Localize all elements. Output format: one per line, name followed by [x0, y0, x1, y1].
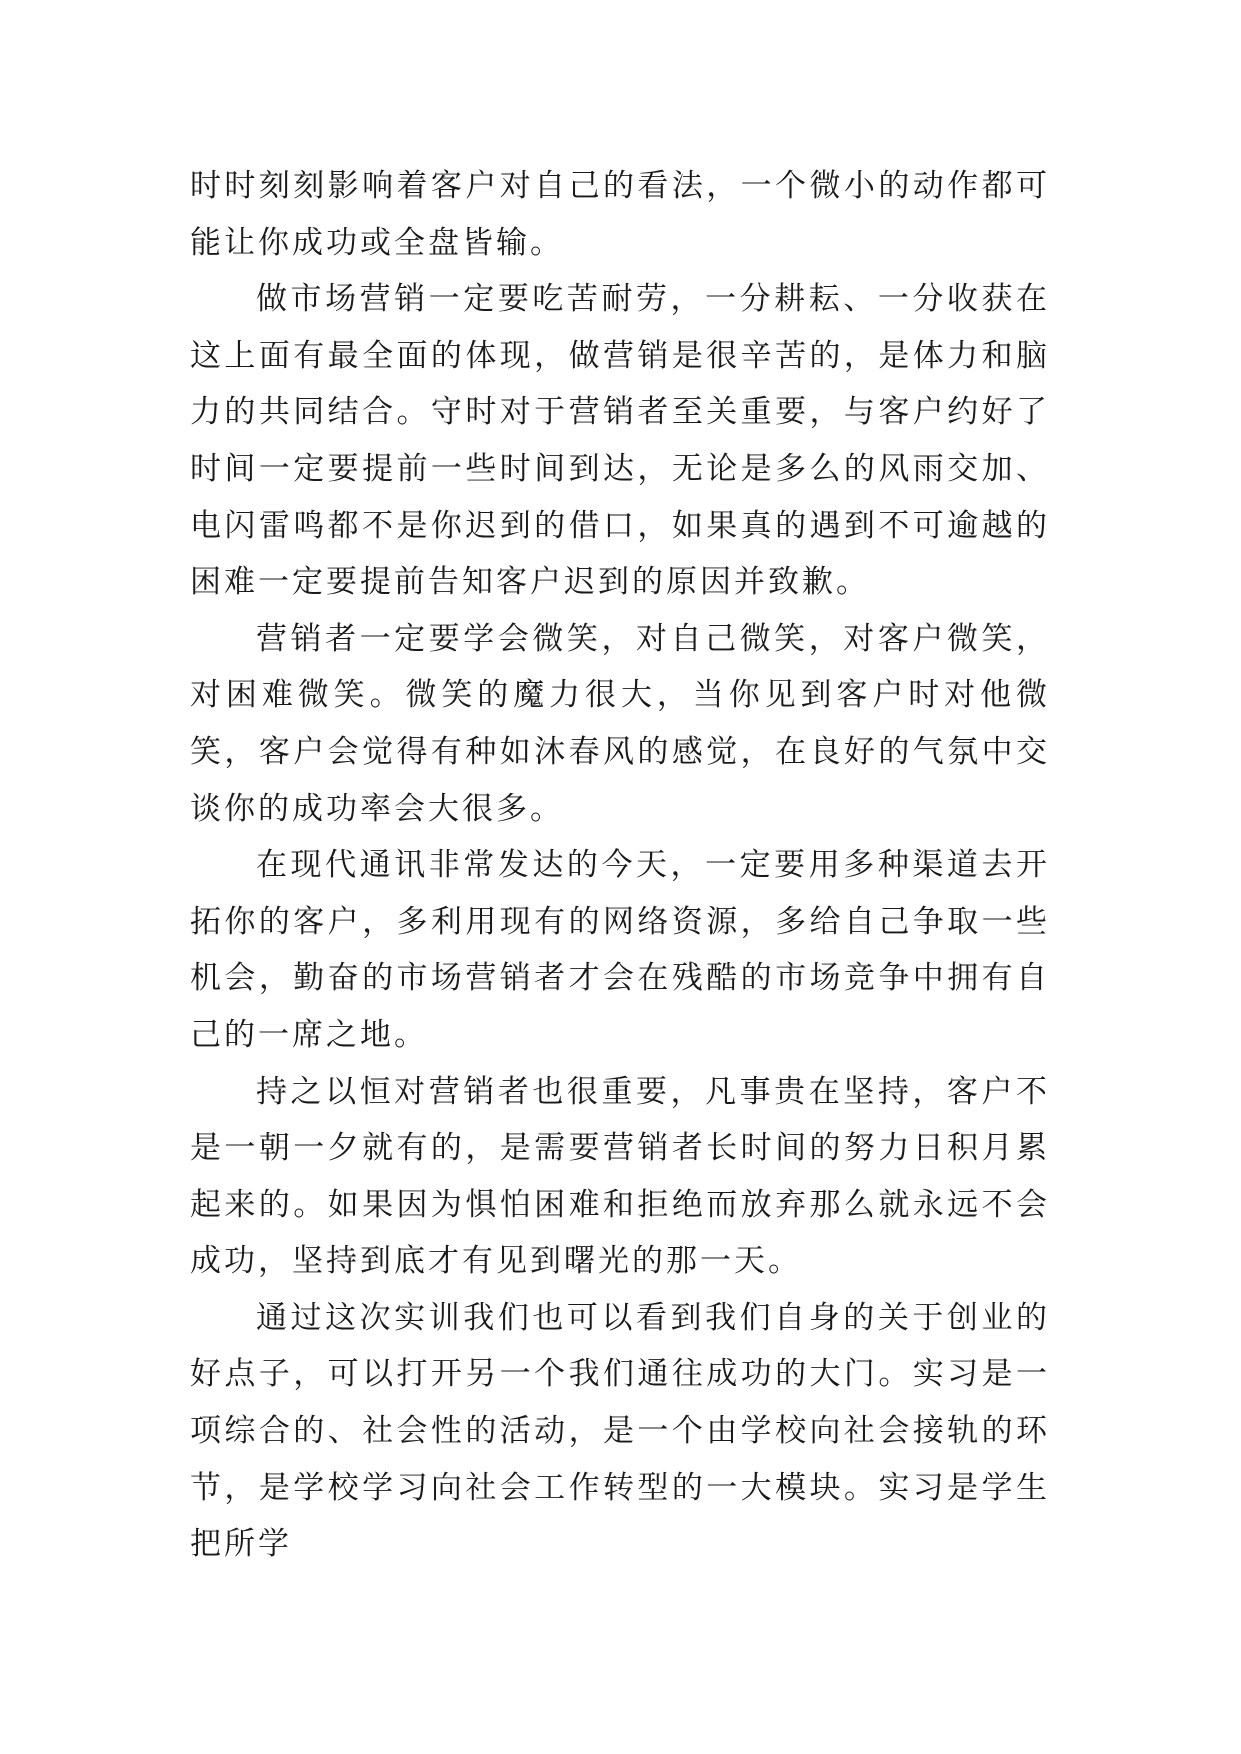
- paragraph-1: 时时刻刻影响着客户对自己的看法，一个微小的动作都可能让你成功或全盘皆输。: [190, 168, 1050, 261]
- document-body: [190, 158, 1050, 1573]
- paragraph-6: 通过这次实训我们也可以看到我们自身的关于创业的好点子，可以打开另一个我们通往成功的大门。实习是一项综合的、社会性的活动，是一个由学校向社会接轨的环节，是学校学习向社会工作转型的一大模块。实习是学生把所学: [190, 1299, 1050, 1563]
- paragraph-3: 营销者一定要学会微笑，对自己微笑，对客户微笑，对困难微笑。微笑的魔力很大，当你见到客户时对他微笑，客户会觉得有种如沐春风的感觉，在良好的气氛中交谈你的成功率会大很多。: [190, 620, 1050, 827]
- paragraph-4: 在现代通讯非常发达的今天，一定要用多种渠道去开拓你的客户，多利用现有的网络资源，多给自己争取一些机会，勤奋的市场营销者才会在残酷的市场竞争中拥有自己的一席之地。: [190, 847, 1050, 1053]
- paragraph-5: 持之以恒对营销者也很重要，凡事贵在坚持，客户不是一朝一夕就有的，是需要营销者长时间的努力日积月累起来的。如果因为惧怕困难和拒绝而放弃那么就永远不会成功，坚持到底才有见到曙光的那一天。: [190, 1073, 1050, 1280]
- paragraph-2: 做市场营销一定要吃苦耐劳，一分耕耘、一分收获在这上面有最全面的体现，做营销是很辛苦的，是体力和脑力的共同结合。守时对于营销者至关重要，与客户约好了时间一定要提前一些时间到达，无论是多么的风雨交加、电闪雷鸣都不是你迟到的借口，如果真的遇到不可逾越的困难一定要提前告知客户迟到的原因并致歉。: [190, 281, 1050, 601]
